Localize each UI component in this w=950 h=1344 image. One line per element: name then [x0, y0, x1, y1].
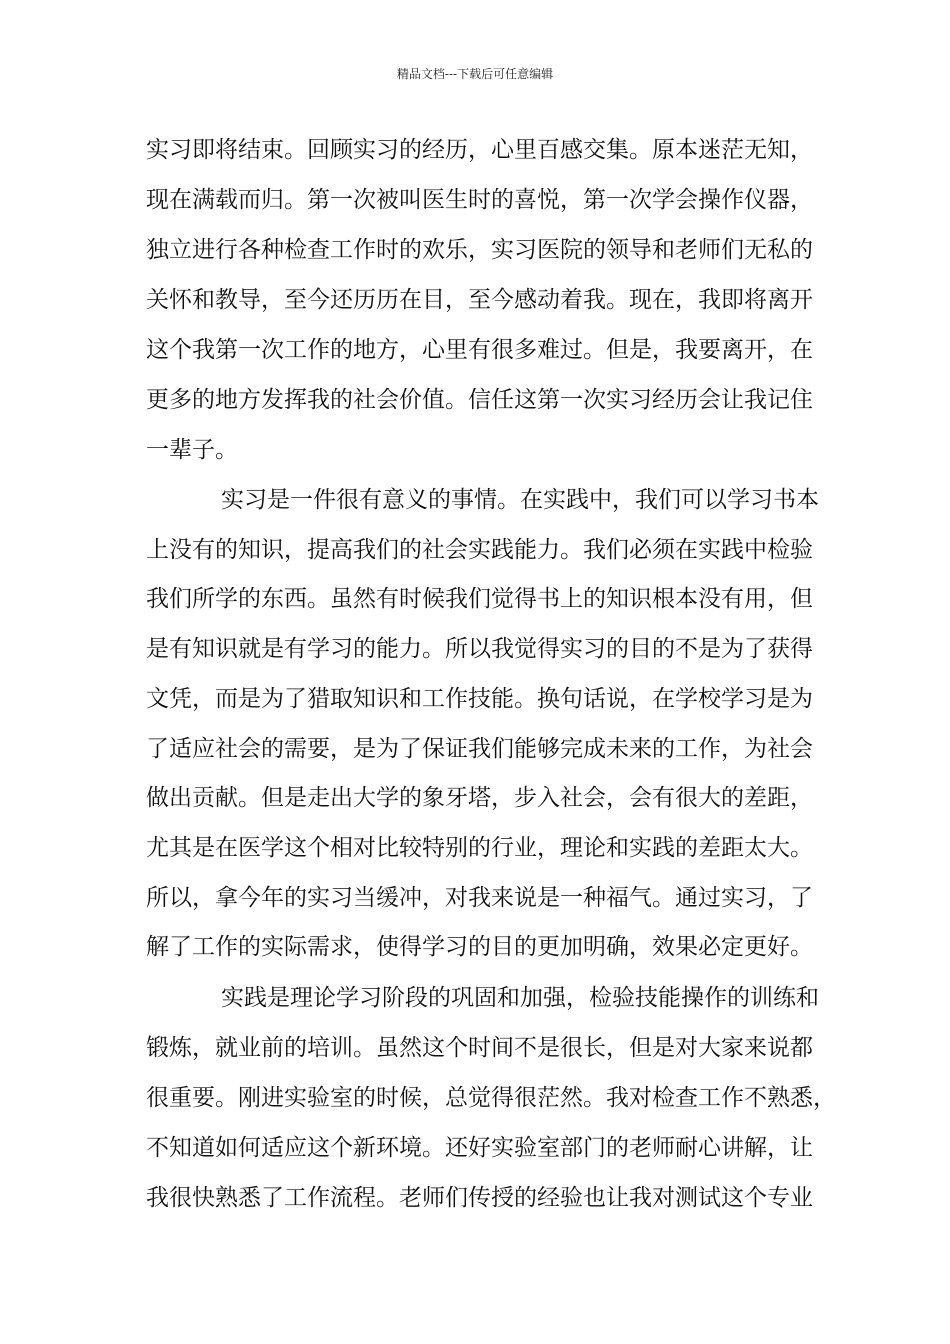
text-line: 文凭，而是为了猎取知识和工作技能。换句话说，在学校学习是为 — [146, 686, 813, 712]
text-line: 实习即将结束。回顾实习的经历，心里百感交集。原本迷茫无知， — [146, 137, 813, 163]
text-line: 现在满载而归。第一次被叫医生时的喜悦，第一次学会操作仪器， — [146, 187, 813, 213]
text-line: 解了工作的实际需求，使得学习的目的更加明确，效果必定更好。 — [146, 934, 813, 960]
text-line: 是有知识就是有学习的能力。所以我觉得实习的目的不是为了获得 — [146, 636, 813, 662]
text-line: 所以，拿今年的实习当缓冲，对我来说是一种福气。通过实习，了 — [146, 885, 813, 911]
text-line: 更多的地方发挥我的社会价值。信任这第一次实习经历会让我记住 — [146, 387, 813, 413]
text-line: 了适应社会的需要，是为了保证我们能够完成未来的工作，为社会 — [146, 736, 813, 762]
text-line: 这个我第一次工作的地方，心里有很多难过。但是，我要离开，在 — [146, 337, 813, 363]
text-line: 做出贡献。但是走出大学的象牙塔，步入社会，会有很大的差距， — [146, 785, 813, 811]
text-line: 很重要。刚进实验室的时候，总觉得很茫然。我对检查工作不熟悉， — [146, 1085, 836, 1111]
text-line: 一辈子。 — [146, 437, 238, 463]
text-line: 上没有的知识，提高我们的社会实践能力。我们必须在实践中检验 — [146, 537, 813, 563]
text-line-indented: 实习是一件很有意义的事情。在实践中，我们可以学习书本 — [221, 487, 819, 513]
text-line: 我们所学的东西。虽然有时候我们觉得书上的知识根本没有用，但 — [146, 586, 813, 612]
text-line: 锻炼，就业前的培训。虽然这个时间不是很长，但是对大家来说都 — [146, 1035, 813, 1061]
text-line: 关怀和教导，至今还历历在目，至今感动着我。现在，我即将离开 — [146, 287, 813, 313]
text-line: 尤其是在医学这个相对比较特别的行业，理论和实践的差距太大。 — [146, 835, 813, 861]
text-line: 不知道如何适应这个新环境。还好实验室部门的老师耐心讲解，让 — [146, 1135, 813, 1161]
page-header: 精品文档---下载后可任意编辑 — [396, 67, 554, 81]
text-line: 我很快熟悉了工作流程。老师们传授的经验也让我对测试这个专业 — [146, 1185, 813, 1211]
text-line-indented: 实践是理论学习阶段的巩固和加强，检验技能操作的训练和 — [221, 985, 819, 1011]
text-line: 独立进行各种检查工作时的欢乐，实习医院的领导和老师们无私的 — [146, 237, 813, 263]
